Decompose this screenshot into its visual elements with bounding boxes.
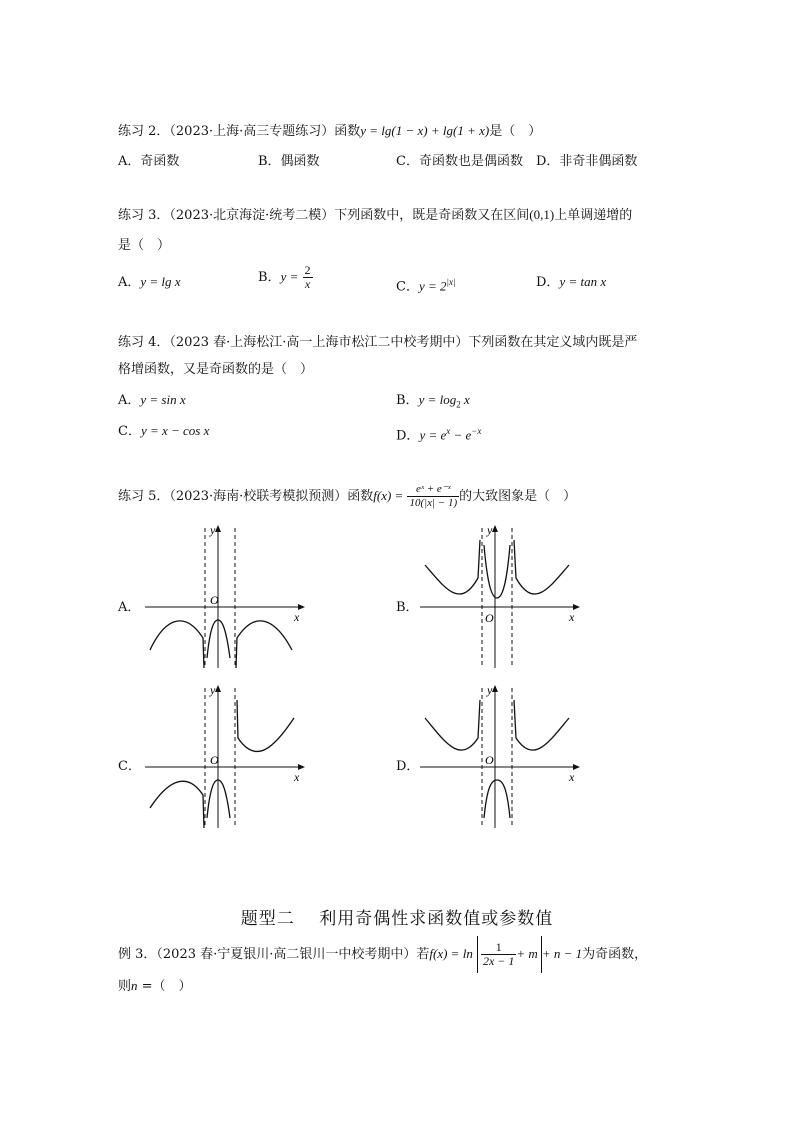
exercise-2-option-a[interactable]: A．奇函数: [118, 154, 180, 169]
graph-a[interactable]: [140, 520, 310, 670]
svg-text:y: y: [487, 683, 493, 697]
svg-text:x: x: [294, 770, 300, 784]
option-formula-mid: − e: [450, 427, 472, 443]
exercise-2-option-d[interactable]: D．非奇非偶函数: [536, 154, 638, 169]
svg-text:x: x: [569, 610, 575, 624]
graph-d[interactable]: [415, 680, 585, 830]
fraction: [407, 483, 459, 510]
exercise-2-option-b[interactable]: B．偶函数: [258, 154, 320, 169]
svg-text:O: O: [485, 753, 494, 767]
example-3-variable: n: [131, 978, 138, 993]
exercise-4-option-d[interactable]: [396, 421, 481, 446]
exercise-4-option-a[interactable]: [118, 390, 186, 411]
graph-b[interactable]: [415, 520, 585, 670]
graph-b-label[interactable]: B．: [396, 600, 419, 615]
exercise-4-option-b[interactable]: [396, 390, 470, 415]
exponent: x: [446, 426, 451, 436]
exercise-5-suffix: 的大致图象是（ ）: [459, 489, 577, 504]
exercise-5-question: [118, 477, 576, 516]
curve-right: [236, 621, 292, 668]
exercise-4-question-line2: 格增函数，又是奇函数的是（ ）: [118, 362, 314, 377]
exponent: |x|: [446, 277, 456, 287]
option-formula: y = log: [418, 392, 457, 407]
curve-left: [150, 621, 204, 668]
graph-c-label[interactable]: C．: [118, 759, 141, 774]
fraction-numerator: 2: [304, 263, 311, 277]
exercise-5-function: f(x) =: [373, 488, 404, 503]
exercise-3-interval: (0,1): [529, 207, 555, 222]
exercise-5-prefix: 练习 5．（2023·海南·校联考模拟预测）函数: [118, 489, 374, 504]
exercise-2-question: [118, 121, 541, 142]
example-3-line2-prefix: 则: [118, 979, 132, 994]
exercise-3-option-b[interactable]: [258, 264, 313, 291]
example-3-question-line2: [118, 976, 192, 997]
fraction-denominator: 2x − 1: [482, 954, 515, 968]
x-axis-label: x: [294, 610, 300, 624]
svg-text:x: x: [569, 770, 575, 784]
graph-c[interactable]: [140, 680, 310, 830]
option-label: B．: [396, 393, 419, 408]
option-label: D．: [396, 428, 420, 444]
option-formula: y = x − cos x: [140, 423, 210, 438]
option-label: A．: [118, 393, 141, 408]
exponent: −x: [471, 426, 482, 436]
exercise-3-option-a[interactable]: [118, 272, 181, 293]
exercise-3-question-line2: 是（ ）: [118, 238, 171, 253]
example-3-tail: + n − 1: [541, 946, 583, 961]
section-title: 题型二 利用奇偶性求函数值或参数值: [240, 909, 554, 929]
svg-text:y: y: [210, 683, 216, 697]
svg-text:O: O: [485, 611, 494, 625]
fraction-denominator: x: [304, 277, 311, 291]
option-label: D．: [536, 275, 560, 290]
exercise-4-question: 练习 4．（2023 春·上海松江·高一上海市松江二中校考期中）下列函数在其定义域内既是严: [118, 335, 638, 350]
exercise-2-suffix: 是（ ）: [489, 124, 542, 139]
exercise-2-formula: y = lg(1 − x) + lg(1 + x): [360, 123, 490, 138]
option-formula: y = 2: [418, 278, 447, 294]
fraction-numerator: eˣ + e⁻ˣ: [407, 483, 459, 497]
option-formula: y =: [280, 269, 299, 284]
absolute-value: [477, 936, 542, 973]
fraction-numerator: 1: [481, 941, 516, 955]
example-3-line2-suffix: =（ ）: [137, 979, 192, 994]
option-label: A．: [118, 275, 141, 290]
option-formula: y = e: [419, 427, 447, 443]
exercise-2-prefix: 练习 2．（2023·上海·高三专题练习）函数: [118, 124, 361, 139]
exercise-4-option-c[interactable]: [118, 421, 209, 442]
svg-text:y: y: [487, 523, 493, 537]
option-formula-tail: x: [460, 392, 470, 407]
option-label: B．: [258, 270, 281, 285]
origin-label: O: [210, 593, 219, 607]
option-label: C．: [118, 424, 141, 439]
graph-a-label[interactable]: A．: [118, 600, 141, 615]
subscript: 2: [456, 399, 461, 410]
y-axis-label: y: [210, 523, 216, 537]
exercise-3-option-d[interactable]: [536, 272, 606, 293]
exercise-3-option-c[interactable]: [396, 272, 455, 297]
exercise-2-option-c[interactable]: C．奇函数也是偶函数: [396, 154, 523, 169]
option-formula: y = tan x: [559, 274, 607, 289]
option-formula: y = sin x: [140, 392, 186, 407]
fraction: [303, 264, 313, 291]
example-3-suffix: 为奇函数，: [582, 947, 648, 962]
fraction-denominator: 10(|x| − 1): [409, 497, 458, 509]
abs-tail: + m: [516, 946, 538, 961]
exercise-3-question: [118, 205, 632, 226]
example-3-prefix: 例 3．（2023 春·宁夏银川·高二银川一中校考期中）若: [118, 947, 430, 962]
fraction: [481, 941, 516, 968]
graph-d-label[interactable]: D．: [396, 759, 420, 774]
exercise-3-suffix: 上单调递增的: [554, 208, 633, 223]
example-3-question: [118, 936, 647, 973]
exercise-3-prefix: 练习 3．（2023·北京海淀·统考二模）下列函数中，既是奇函数又在区间: [118, 208, 530, 223]
option-formula: y = lg x: [140, 274, 181, 289]
svg-text:O: O: [210, 753, 219, 767]
option-label: C．: [396, 279, 419, 295]
y-axis-arrow: [215, 525, 221, 532]
example-3-function: f(x) = ln: [429, 946, 473, 961]
